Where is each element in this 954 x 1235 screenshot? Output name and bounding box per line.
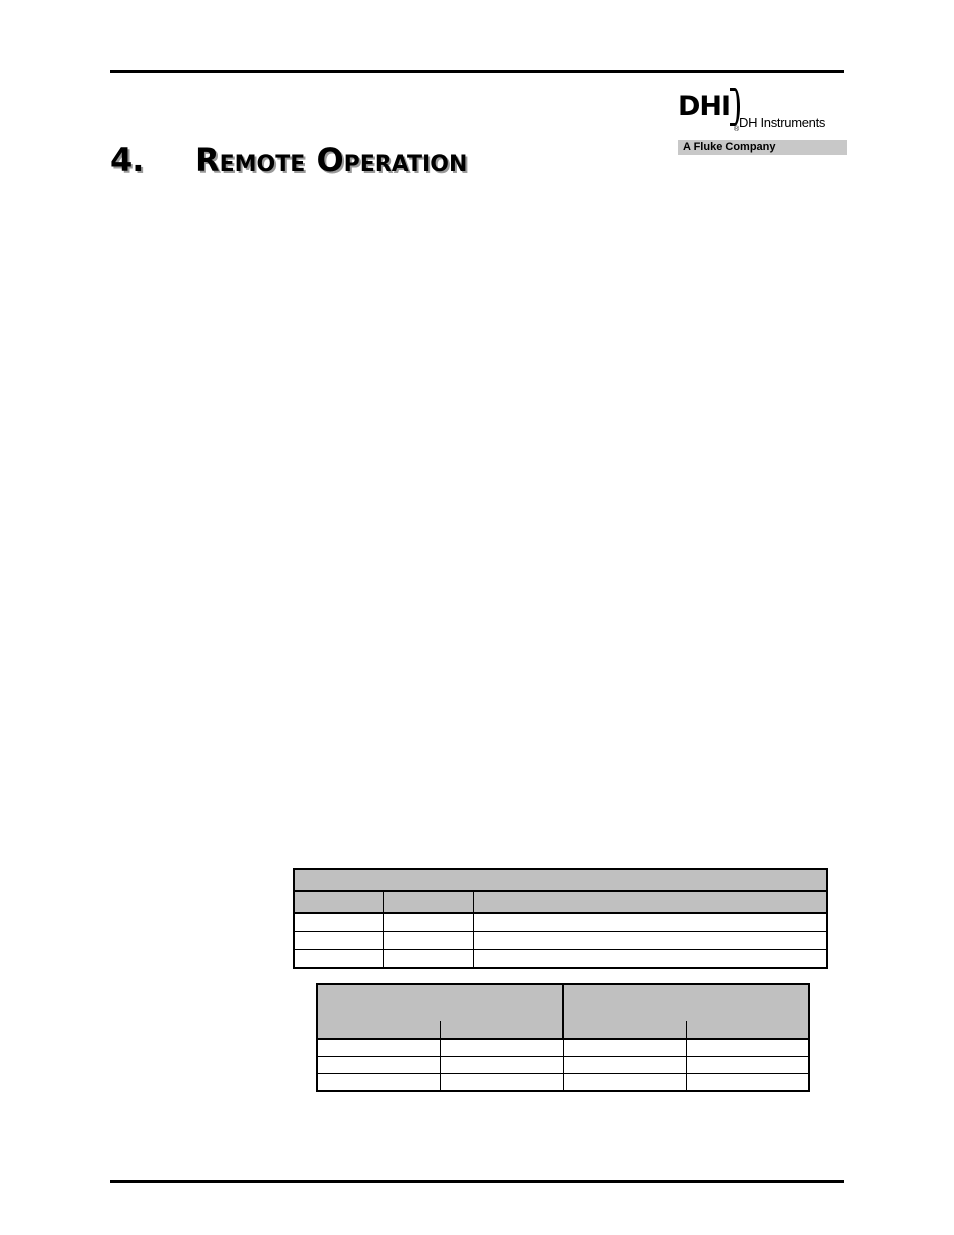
table-title-row [294, 869, 827, 891]
table-cell [440, 1074, 563, 1092]
table-row [317, 1074, 809, 1092]
table-cell [473, 932, 827, 950]
column-header [686, 1021, 809, 1039]
chapter-number: 4. [110, 141, 145, 179]
table-row [294, 950, 827, 969]
dhi-logo [678, 88, 847, 156]
footer-rule [110, 1180, 844, 1183]
table-cell [563, 1057, 686, 1074]
table-cell [440, 1057, 563, 1074]
header-rule [110, 70, 844, 73]
table-group-header-row [317, 984, 809, 1021]
logo-registered-mark: ® [734, 126, 740, 133]
column-header [440, 1021, 563, 1039]
table-cell [383, 932, 473, 950]
table-cell [294, 913, 383, 932]
table-cell [686, 1074, 809, 1092]
table-row [317, 1057, 809, 1074]
table-cell [294, 932, 383, 950]
group-header [317, 984, 563, 1021]
logo-tagline: A Fluke Company [683, 141, 776, 153]
table-cell [383, 950, 473, 969]
table-header-row [294, 891, 827, 913]
table-cell [317, 1074, 440, 1092]
table-cell [294, 950, 383, 969]
group-header [563, 984, 809, 1021]
chapter-title: Remote Operation [195, 141, 468, 179]
table-cell [686, 1057, 809, 1074]
logo-tagline-band [678, 140, 847, 155]
table-title [294, 869, 827, 891]
table-cell [317, 1057, 440, 1074]
table-row [294, 913, 827, 932]
table-cell [473, 913, 827, 932]
logo-company-name: DH Instruments [739, 115, 826, 130]
column-header [294, 891, 383, 913]
table-cell [383, 913, 473, 932]
table-cell [563, 1074, 686, 1092]
column-header [383, 891, 473, 913]
table-cell [563, 1039, 686, 1057]
column-header [317, 1021, 440, 1039]
table-cell [686, 1039, 809, 1057]
table-cell [317, 1039, 440, 1057]
table-cell [440, 1039, 563, 1057]
data-table-2 [316, 983, 810, 1092]
column-header [473, 891, 827, 913]
column-header [563, 1021, 686, 1039]
table-header-row [317, 1021, 809, 1039]
logo-mark: DHI [678, 91, 731, 122]
table-row [317, 1039, 809, 1057]
table-row [294, 932, 827, 950]
table-cell [473, 950, 827, 969]
data-table-1 [293, 868, 828, 969]
